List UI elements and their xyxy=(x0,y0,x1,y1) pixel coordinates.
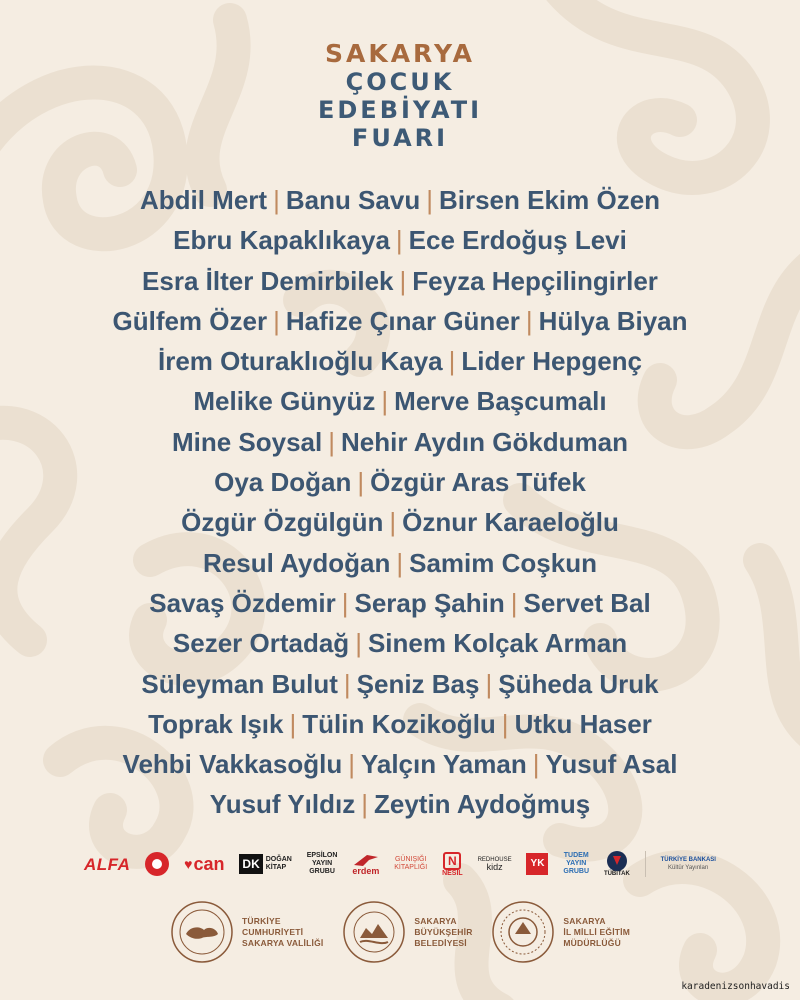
name-separator: | xyxy=(343,668,351,699)
milli-egitim-line-2: İL MİLLİ EĞİTİM xyxy=(563,926,630,937)
sakarya-valiligi xyxy=(170,900,323,964)
belediye-line-3: BELEDİYESİ xyxy=(414,937,467,948)
name-separator: | xyxy=(426,185,433,215)
author-name: Sezer Ortadağ xyxy=(172,628,350,659)
name-separator: | xyxy=(289,708,297,739)
tudem-line-1: TUDEM xyxy=(563,852,589,859)
author-name: Savaş Özdemir xyxy=(149,587,336,618)
epsilon-line-2: YAYIN xyxy=(312,860,333,867)
name-separator: | xyxy=(328,426,336,457)
redhouse-line-2: kidz xyxy=(486,861,503,872)
author-name: Esra İlter Demirbilek xyxy=(142,265,394,296)
name-separator: | xyxy=(396,547,404,578)
tudem-logo xyxy=(563,852,589,876)
author-row xyxy=(0,704,800,744)
author-row xyxy=(0,583,800,623)
fair-title xyxy=(0,40,800,152)
can-logo-text: can xyxy=(193,854,225,874)
belediye-line-1: SAKARYA xyxy=(414,915,457,926)
name-separator: | xyxy=(448,346,456,377)
epsilon-line-3: GRUBU xyxy=(309,868,335,875)
author-name: Yusuf Yıldız xyxy=(209,789,356,820)
author-name: Nehir Aydın Gökduman xyxy=(341,426,629,457)
dogan-kitap-line-2: KİTAP xyxy=(265,864,287,871)
institution-logos xyxy=(170,892,630,972)
name-separator: | xyxy=(399,265,407,296)
milli-egitim-line-3: MÜDÜRLÜĞÜ xyxy=(563,937,621,948)
valilik-line-3: SAKARYA VALİLİĞİ xyxy=(242,937,324,948)
author-row xyxy=(0,422,800,462)
author-row xyxy=(0,784,800,824)
author-name: Mine Soysal xyxy=(171,426,323,457)
milli-egitim-seal-icon xyxy=(491,900,555,964)
is-bankasi-line-2: Kültür Yayınları xyxy=(668,865,709,871)
epsilon-logo xyxy=(307,852,338,876)
belediye-seal-icon xyxy=(342,900,406,964)
title-line-4: FUARI xyxy=(351,124,449,152)
author-name: Ebru Kapaklıkaya xyxy=(173,225,390,256)
author-row xyxy=(0,623,800,663)
name-separator: | xyxy=(341,587,349,618)
gunisigi-line-2: KİTAPLIĞI xyxy=(394,864,428,871)
author-name: Hülya Biyan xyxy=(538,305,688,336)
belediye-line-2: BÜYÜKŞEHİR xyxy=(414,926,473,937)
name-separator: | xyxy=(273,305,280,336)
sakarya-buyuksehir-belediyesi xyxy=(342,900,472,964)
author-row xyxy=(0,462,800,502)
author-name: Banu Savu xyxy=(285,185,421,215)
redhouse-kidz-logo xyxy=(478,857,512,872)
author-name: Feyza Hepçilingirler xyxy=(412,265,658,296)
tubitak-logo-text: TÜBİTAK xyxy=(603,871,630,877)
name-separator: | xyxy=(501,708,509,739)
author-name: Lider Hepgenç xyxy=(461,346,642,377)
yapi-kredi-mark: YK xyxy=(526,853,548,875)
name-separator: | xyxy=(395,225,403,256)
gunisigi-logo xyxy=(394,856,427,872)
nesil-logo-text: NESİL xyxy=(442,869,463,877)
author-name: Sinem Kolçak Arman xyxy=(367,628,628,659)
sponsor-divider xyxy=(645,851,646,877)
name-separator: | xyxy=(348,749,355,780)
author-name: Abdil Mert xyxy=(139,185,268,215)
title-line-3: EDEBİYATI xyxy=(317,96,483,124)
bird-icon xyxy=(353,853,379,867)
alfa-logo: ALFA xyxy=(84,854,131,874)
author-row xyxy=(0,220,800,260)
author-name: Utku Haser xyxy=(514,708,652,739)
author-name: Şüheda Uruk xyxy=(498,668,659,699)
milli-egitim-line-1: SAKARYA xyxy=(563,915,606,926)
author-name: Resul Aydoğan xyxy=(203,547,391,578)
author-name: Özgür Özgülgün xyxy=(181,507,384,538)
author-name: Hafize Çınar Güner xyxy=(285,305,520,336)
author-row xyxy=(0,301,800,341)
author-name: Özgür Aras Tüfek xyxy=(370,467,586,498)
author-name: Servet Bal xyxy=(523,587,651,618)
valilik-line-2: CUMHURİYETİ xyxy=(242,926,304,937)
nesil-mark: N xyxy=(443,852,461,870)
author-name: Şeniz Baş xyxy=(356,668,480,699)
author-name: Oya Doğan xyxy=(214,467,352,498)
author-name: Melike Günyüz xyxy=(193,386,376,417)
name-separator: | xyxy=(389,507,397,538)
author-name: Öznur Karaeloğlu xyxy=(402,507,619,538)
nesil-logo xyxy=(442,852,463,877)
title-line-2: ÇOCUK xyxy=(345,68,455,96)
author-list xyxy=(0,180,800,825)
author-name: Yusuf Asal xyxy=(545,749,678,780)
author-row xyxy=(0,261,800,301)
author-name: Samim Coşkun xyxy=(409,547,597,578)
author-name: Toprak Işık xyxy=(148,708,284,739)
author-name: Gülfem Özer xyxy=(112,305,268,336)
title-line-1: SAKARYA xyxy=(324,39,476,68)
author-name: Yalçın Yaman xyxy=(360,749,527,780)
author-name: Tülin Kozikoğlu xyxy=(302,708,496,739)
epsilon-line-1: EPSİLON xyxy=(306,852,338,859)
heart-icon: ♥ xyxy=(184,856,193,872)
author-row xyxy=(0,341,800,381)
author-name: Süleyman Bulut xyxy=(141,668,338,699)
author-name: Serap Şahin xyxy=(354,587,505,618)
author-row xyxy=(0,180,800,220)
name-separator: | xyxy=(361,789,368,820)
redhouse-line-1: REDHOUSE xyxy=(477,856,512,863)
dogan-kitap-line-1: DOĞAN xyxy=(265,856,292,863)
tudem-line-2: YAYIN xyxy=(566,860,587,867)
erdem-logo-text: erdem xyxy=(352,865,380,876)
name-separator: | xyxy=(357,467,365,498)
yapi-kredi-logo xyxy=(526,853,548,875)
gunisigi-line-1: GÜNIŞIĞI xyxy=(394,856,427,863)
name-separator: | xyxy=(355,628,362,659)
author-row xyxy=(0,744,800,784)
sakarya-il-milli-egitim-mudurlugu xyxy=(491,900,630,964)
author-name: Zeytin Aydoğmuş xyxy=(374,789,591,820)
tubitak-logo xyxy=(604,851,630,877)
tudem-line-3: GRUBU xyxy=(563,868,590,875)
name-separator: | xyxy=(532,749,540,780)
erdem-logo xyxy=(352,853,379,876)
tubitak-mark xyxy=(607,851,627,871)
is-bankasi-line-1: TÜRKİYE BANKASI xyxy=(660,857,716,863)
name-separator: | xyxy=(273,185,280,215)
name-separator: | xyxy=(485,668,493,699)
can-logo xyxy=(184,855,224,873)
valilik-line-1: TÜRKİYE xyxy=(242,915,281,926)
author-name: Merve Başcumalı xyxy=(394,386,607,417)
dogan-kitap-logo xyxy=(239,854,291,874)
valilik-seal-icon xyxy=(170,900,234,964)
author-row xyxy=(0,543,800,583)
author-name: Vehbi Vakkasoğlu xyxy=(122,749,343,780)
publisher-circle-logo xyxy=(145,852,169,876)
name-separator: | xyxy=(381,386,389,417)
author-row xyxy=(0,381,800,421)
sponsor-logos xyxy=(84,846,716,882)
watermark: karadenizsonhavadis xyxy=(681,981,790,992)
author-name: İrem Oturaklıoğlu Kaya xyxy=(157,346,443,377)
name-separator: | xyxy=(525,305,533,336)
author-row xyxy=(0,502,800,542)
author-name: Birsen Ekim Özen xyxy=(438,185,661,215)
author-row xyxy=(0,664,800,704)
name-separator: | xyxy=(510,587,518,618)
dogan-kitap-mark: DK xyxy=(239,854,262,874)
author-name: Ece Erdoğuş Levi xyxy=(408,225,627,256)
is-bankasi-logo xyxy=(661,856,716,872)
